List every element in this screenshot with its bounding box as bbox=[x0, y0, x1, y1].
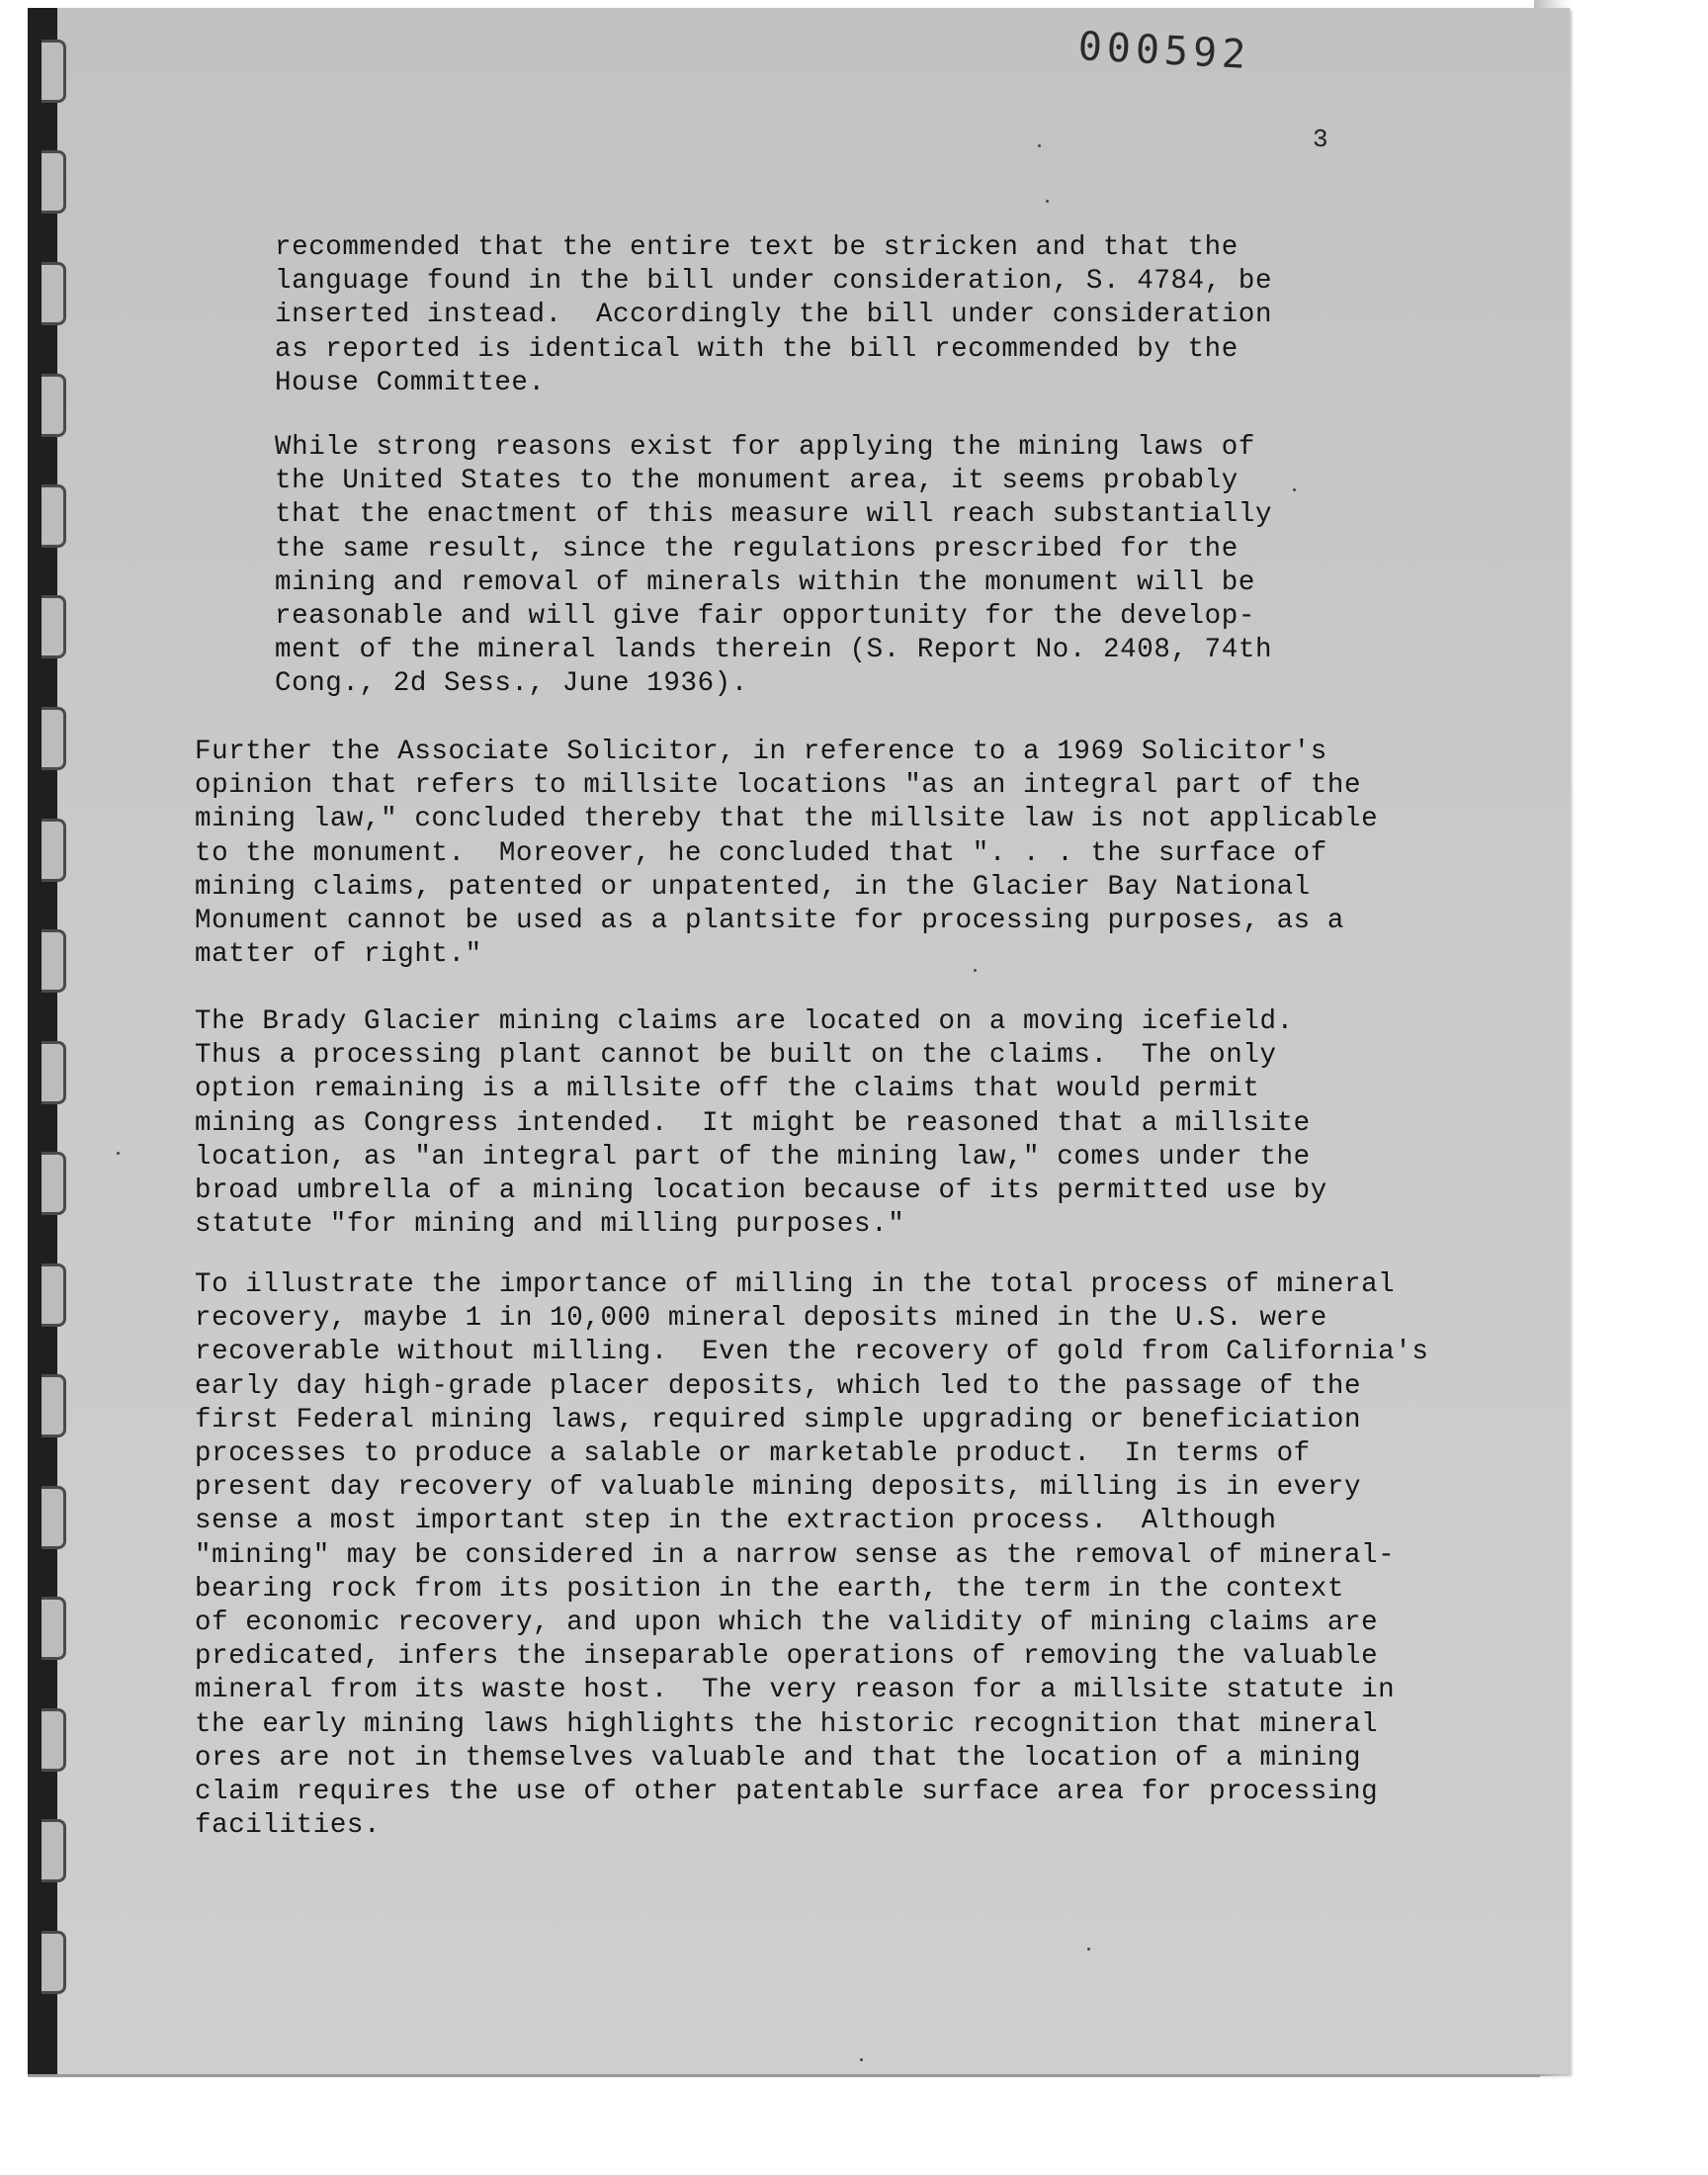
text-line: language found in the bill under consideration, S. 4784, be bbox=[275, 266, 1273, 298]
text-line: predicated, infers the inseparable operations of removing the valuable bbox=[195, 1641, 1379, 1673]
binding-ring bbox=[42, 1819, 66, 1882]
text-line: early day high-grade placer deposits, which led to the passage of the bbox=[195, 1370, 1362, 1402]
binding-ring bbox=[42, 484, 66, 548]
scan-speck bbox=[1046, 200, 1049, 203]
binding-ring bbox=[42, 1152, 66, 1215]
binding-ring bbox=[42, 374, 66, 437]
text-line: mining claims, patented or unpatented, in the Glacier Bay National bbox=[195, 871, 1311, 903]
text-line: House Committee. bbox=[275, 367, 546, 398]
scan-speck bbox=[860, 2058, 863, 2061]
text-line: inserted instead. Accordingly the bill under consideration bbox=[275, 300, 1273, 331]
binding-ring bbox=[42, 819, 66, 882]
binding-ring bbox=[42, 40, 66, 103]
text-line: option remaining is a millsite off the claims that would permit bbox=[195, 1074, 1260, 1105]
text-line: that the enactment of this measure will reach substantially bbox=[275, 499, 1273, 531]
scan-speck bbox=[1038, 144, 1041, 147]
text-line: recoverable without milling. Even the recovery of gold from California's bbox=[195, 1337, 1429, 1368]
scan-speck bbox=[117, 1152, 120, 1155]
text-line: statute "for mining and milling purposes." bbox=[195, 1209, 905, 1241]
binding-ring bbox=[42, 1931, 66, 1994]
text-line: recovery, maybe 1 in 10,000 mineral deposits mined in the U.S. were bbox=[195, 1303, 1327, 1335]
binding-ring bbox=[42, 707, 66, 770]
text-line: to the monument. Moreover, he concluded that ". . . the surface of bbox=[195, 837, 1327, 869]
text-line: mining law," concluded thereby that the millsite law is not applicable bbox=[195, 804, 1379, 835]
bates-stamp-number: 000592 bbox=[1076, 24, 1252, 79]
text-line: While strong reasons exist for applying the mining laws of bbox=[275, 432, 1255, 463]
text-line: reasonable and will give fair opportunity for the develop- bbox=[275, 601, 1255, 633]
binding-ring bbox=[42, 1374, 66, 1437]
text-line: processes to produce a salable or marketable product. In terms of bbox=[195, 1438, 1311, 1470]
text-line: Thus a processing plant cannot be built on the claims. The only bbox=[195, 1040, 1277, 1072]
scan-speck bbox=[1293, 488, 1296, 491]
quoted-paragraph bbox=[275, 431, 1272, 702]
text-line: the United States to the monument area, it seems probably bbox=[275, 466, 1238, 497]
text-line: location, as "an integral part of the mining law," comes under the bbox=[195, 1141, 1311, 1173]
text-line: ment of the mineral lands therein (S. Report No. 2408, 74th bbox=[275, 635, 1273, 666]
binding-ring bbox=[42, 929, 66, 993]
binding-ring bbox=[42, 595, 66, 658]
binding-ring bbox=[42, 262, 66, 325]
binding-ring bbox=[42, 1708, 66, 1772]
text-line: "mining" may be considered in a narrow sense as the removal of mineral- bbox=[195, 1539, 1396, 1571]
binding-ring bbox=[42, 150, 66, 214]
text-line: the early mining laws highlights the historic recognition that mineral bbox=[195, 1708, 1379, 1740]
text-line: facilities. bbox=[195, 1810, 382, 1842]
page-number: 3 bbox=[1313, 125, 1328, 154]
text-line: To illustrate the importance of milling in the total process of mineral bbox=[195, 1269, 1396, 1300]
text-line: sense a most important step in the extraction process. Although bbox=[195, 1506, 1277, 1537]
binding-ring bbox=[42, 1597, 66, 1660]
text-line: present day recovery of valuable mining deposits, milling is in every bbox=[195, 1472, 1362, 1504]
text-line: ores are not in themselves valuable and that the location of a mining bbox=[195, 1742, 1362, 1774]
text-line: claim requires the use of other patentable surface area for processing bbox=[195, 1777, 1379, 1808]
page-bottom-edge bbox=[28, 2074, 1540, 2077]
text-line: the same result, since the regulations prescribed for the bbox=[275, 533, 1238, 565]
binding-ring bbox=[42, 1041, 66, 1104]
text-line: as reported is identical with the bill recommended by the bbox=[275, 333, 1238, 365]
text-line: The Brady Glacier mining claims are located on a moving icefield. bbox=[195, 1006, 1294, 1037]
text-line: of economic recovery, and upon which the validity of mining claims are bbox=[195, 1608, 1379, 1639]
body-paragraph bbox=[195, 736, 1378, 972]
text-line: Monument cannot be used as a plantsite for processing purposes, as a bbox=[195, 906, 1344, 937]
text-line: broad umbrella of a mining location because of its permitted use by bbox=[195, 1175, 1327, 1207]
text-line: matter of right." bbox=[195, 939, 482, 971]
text-line: Further the Associate Solicitor, in reference to a 1969 Solicitor's bbox=[195, 737, 1327, 767]
text-line: first Federal mining laws, required simple upgrading or beneficiation bbox=[195, 1404, 1362, 1436]
text-line: bearing rock from its position in the earth, the term in the context bbox=[195, 1573, 1344, 1605]
scan-speck bbox=[1087, 1948, 1090, 1951]
text-line: mining and removal of minerals within the monument will be bbox=[275, 566, 1255, 598]
text-line: mineral from its waste host. The very reason for a millsite statute in bbox=[195, 1675, 1396, 1706]
text-line: mining as Congress intended. It might be reasoned that a millsite bbox=[195, 1107, 1311, 1139]
body-paragraph bbox=[195, 1268, 1429, 1843]
text-line: opinion that refers to millsite locations "as an integral part of the bbox=[195, 770, 1362, 802]
binding-ring bbox=[42, 1263, 66, 1327]
text-line: recommended that the entire text be stricken and that the bbox=[275, 232, 1238, 263]
body-paragraph bbox=[195, 1005, 1327, 1242]
binding-ring bbox=[42, 1486, 66, 1549]
text-line: Cong., 2d Sess., June 1936). bbox=[275, 668, 748, 700]
quoted-paragraph bbox=[275, 231, 1272, 400]
